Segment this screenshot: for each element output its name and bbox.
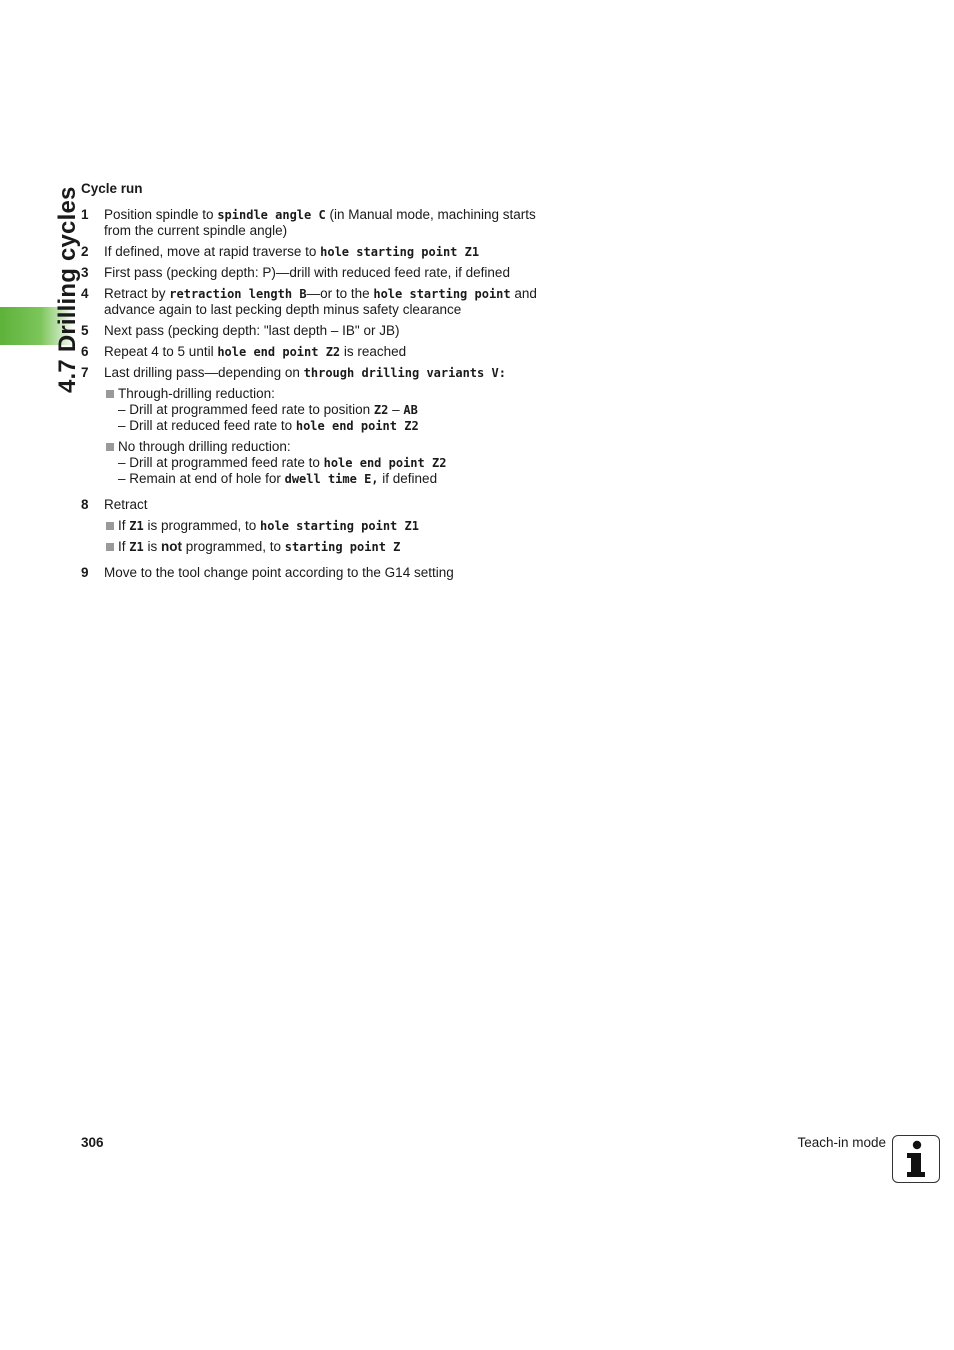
dash-text: – Drill at programmed feed rate to bbox=[118, 455, 324, 470]
parameter-code: AB bbox=[403, 403, 418, 417]
square-bullet-icon bbox=[106, 522, 114, 530]
bullet-item bbox=[105, 518, 541, 534]
bullet-text: If bbox=[118, 539, 130, 554]
step-number: 9 bbox=[81, 565, 89, 580]
parameter-code: retraction length B bbox=[169, 287, 307, 301]
step-text: Retract bbox=[104, 497, 148, 512]
step-8 bbox=[81, 497, 541, 555]
chapter-title: 4.7 Drilling cycles bbox=[54, 186, 81, 393]
bullet-item bbox=[105, 386, 541, 402]
bullet-text: is bbox=[143, 539, 161, 554]
step-2 bbox=[81, 244, 541, 260]
square-bullet-icon bbox=[106, 443, 114, 451]
step-text: is reached bbox=[340, 344, 407, 359]
step-4 bbox=[81, 286, 541, 318]
sub-list bbox=[104, 386, 541, 487]
step-1 bbox=[81, 207, 541, 239]
step-3 bbox=[81, 265, 541, 281]
step-number: 3 bbox=[81, 265, 89, 280]
info-icon-glyph bbox=[893, 1136, 938, 1181]
bullet-item bbox=[105, 539, 541, 555]
dash-item bbox=[105, 402, 541, 418]
parameter-code: hole starting point Z1 bbox=[260, 519, 419, 533]
parameter-code: hole end point Z2 bbox=[295, 419, 419, 433]
dash-text: if defined bbox=[378, 471, 438, 486]
bullet-text: If bbox=[118, 518, 130, 533]
step-text: and advance again to last pecking depth minus safety clearance bbox=[104, 286, 537, 317]
step-text: Last drilling pass—depending on bbox=[104, 365, 304, 380]
square-bullet-icon bbox=[106, 543, 114, 551]
step-6 bbox=[81, 344, 541, 360]
step-number: 5 bbox=[81, 323, 89, 338]
step-text: Repeat 4 to 5 until bbox=[104, 344, 218, 359]
step-number: 6 bbox=[81, 344, 89, 359]
bullet-item bbox=[105, 439, 541, 455]
step-number: 4 bbox=[81, 286, 89, 301]
section-heading: Cycle run bbox=[81, 181, 143, 196]
step-9 bbox=[81, 565, 541, 581]
dash-text: – bbox=[388, 402, 404, 417]
emphasis-text: not bbox=[160, 539, 182, 554]
dash-text: – Drill at programmed feed rate to position bbox=[118, 402, 374, 417]
parameter-code: hole starting point bbox=[373, 287, 511, 301]
parameter-code: Z1 bbox=[129, 519, 144, 533]
step-text: If defined, move at rapid traverse to bbox=[104, 244, 321, 259]
sub-list bbox=[104, 518, 541, 555]
parameter-code: hole end point Z2 bbox=[323, 456, 447, 470]
step-text: —or to the bbox=[306, 286, 374, 301]
dash-item bbox=[105, 418, 541, 434]
parameter-code: Z1 bbox=[129, 540, 144, 554]
step-number: 8 bbox=[81, 497, 89, 512]
cycle-steps-list bbox=[81, 207, 541, 586]
step-number: 1 bbox=[81, 207, 89, 222]
bullet-text: No through drilling reduction: bbox=[118, 439, 291, 454]
square-bullet-icon bbox=[106, 390, 114, 398]
mode-label: Teach-in mode bbox=[797, 1135, 886, 1150]
step-5 bbox=[81, 323, 541, 339]
step-text: Position spindle to bbox=[104, 207, 218, 222]
info-icon bbox=[892, 1135, 940, 1183]
page-number: 306 bbox=[81, 1135, 104, 1150]
step-number: 7 bbox=[81, 365, 89, 380]
step-number: 2 bbox=[81, 244, 89, 259]
dash-text: – Drill at reduced feed rate to bbox=[118, 418, 296, 433]
bullet-text: programmed, to bbox=[181, 539, 285, 554]
parameter-code: dwell time E, bbox=[284, 472, 379, 486]
parameter-code: hole end point Z2 bbox=[217, 345, 341, 359]
parameter-code: Z2 bbox=[373, 403, 389, 417]
step-text: (in Manual mode, machining starts from the current spindle angle) bbox=[104, 207, 536, 238]
parameter-code: through drilling variants V: bbox=[303, 366, 506, 380]
step-text: Move to the tool change point according to the G14 setting bbox=[104, 565, 454, 580]
step-text: Retract by bbox=[104, 286, 170, 301]
dash-item bbox=[105, 455, 541, 471]
step-text: Next pass (pecking depth: "last depth – IB" or JB) bbox=[104, 323, 400, 338]
dash-text: – Remain at end of hole for bbox=[118, 471, 285, 486]
step-text: First pass (pecking depth: P)—drill with reduced feed rate, if defined bbox=[104, 265, 510, 280]
dash-item bbox=[105, 471, 541, 487]
bullet-text: is programmed, to bbox=[143, 518, 261, 533]
parameter-code: hole starting point Z1 bbox=[320, 245, 480, 259]
parameter-code: spindle angle C bbox=[217, 208, 326, 222]
bullet-text: Through-drilling reduction: bbox=[118, 386, 275, 401]
step-7 bbox=[81, 365, 541, 487]
parameter-code: starting point Z bbox=[284, 540, 401, 554]
